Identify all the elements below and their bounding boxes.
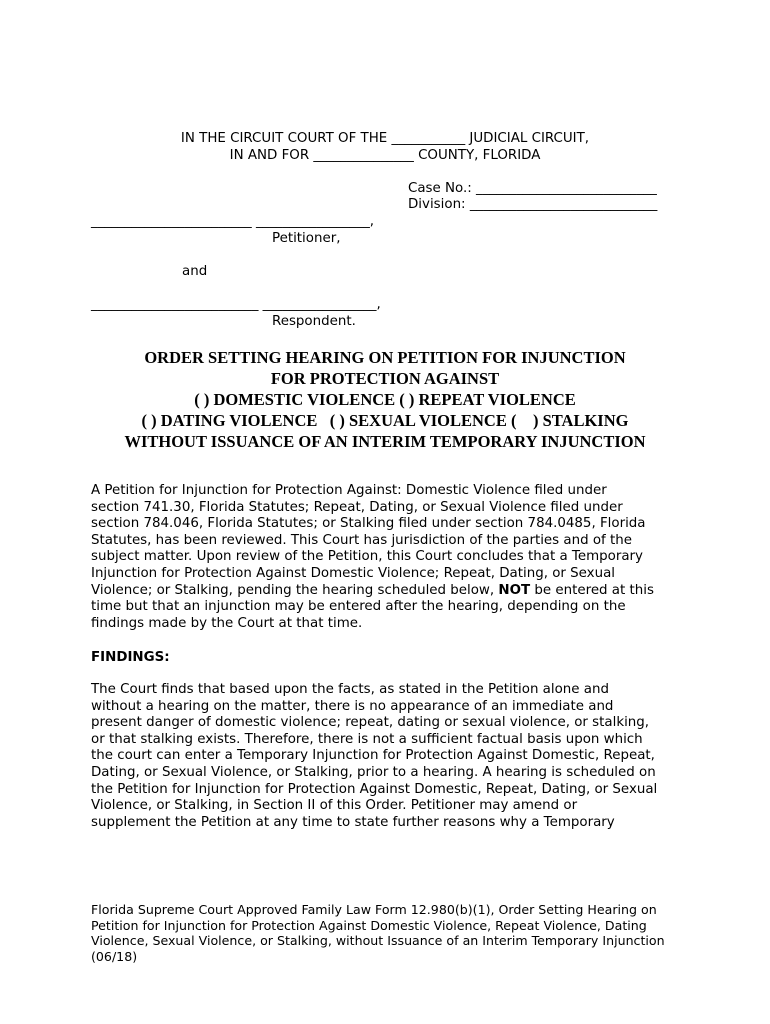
intro-line7-pre: Violence; or Stalking, pending the hearing scheduled below,	[91, 582, 499, 598]
order-title-line3: ( ) DOMESTIC VIOLENCE ( ) REPEAT VIOLENCE	[194, 390, 576, 409]
order-title-line5: WITHOUT ISSUANCE OF AN INTERIM TEMPORARY INJUNCTION	[124, 432, 646, 451]
intro-line: findings made by the Court at that time.	[91, 615, 363, 631]
findings-line: supplement the Petition at any time to state further reasons why a Temporary	[91, 814, 615, 830]
form-footer	[91, 902, 691, 964]
intro-line: time but that an injunction may be entered after the hearing, depending on the	[91, 599, 626, 615]
not-emphasis: NOT	[498, 582, 531, 598]
court-header-line1: IN THE CIRCUIT COURT OF THE ___________ JUDICIAL CIRCUIT,	[180, 131, 590, 146]
findings-line: The Court finds that based upon the facts, as stated in the Petition alone and	[91, 682, 609, 697]
case-number-field: Case No.: ___________________________	[408, 181, 657, 196]
intro-line7-post: be entered at this	[530, 582, 654, 598]
findings-line: the Petition for Injunction for Protection Against Domestic, Repeat, Dating, or Sexual	[91, 781, 658, 797]
order-title-line4: ( ) DATING VIOLENCE ( ) SEXUAL VIOLENCE ( ) STALKING	[141, 411, 629, 430]
respondent-name-line: _________________________ _________________,	[91, 297, 381, 312]
intro-line: subject matter. Upon review of the Petition, this Court concludes that a Temporary	[91, 549, 643, 565]
respondent-label: Respondent.	[272, 314, 356, 329]
findings-line: present danger of domestic violence; repeat, dating or sexual violence, or stalking,	[91, 715, 650, 731]
intro-paragraph	[91, 483, 691, 632]
findings-line: or that stalking exists. Therefore, there is not a sufficient factual basis upon which	[91, 731, 643, 747]
and-label: and	[182, 264, 208, 279]
intro-line	[91, 583, 691, 600]
order-title-line1: ORDER SETTING HEARING ON PETITION FOR INJUNCTION	[144, 348, 626, 367]
petitioner-name-line: ________________________ _________________,	[91, 214, 375, 229]
intro-line: Statutes, has been reviewed. This Court has jurisdiction of the parties and of the	[91, 532, 632, 548]
footer-line: Florida Supreme Court Approved Family Law Form 12.980(b)(1), Order Setting Hearing on	[91, 902, 657, 917]
order-title	[60, 347, 710, 452]
findings-heading: FINDINGS:	[91, 650, 170, 665]
findings-line: Violence, or Stalking, in Section II of this Order. Petitioner may amend or	[91, 798, 578, 814]
footer-line: Violence, Sexual Violence, or Stalking, without Issuance of an Interim Temporary Injunction	[91, 933, 665, 949]
court-header-line2: IN AND FOR _______________ COUNTY, FLORIDA	[229, 148, 541, 163]
petitioner-label: Petitioner,	[272, 231, 341, 246]
findings-paragraph	[91, 682, 691, 831]
intro-line: Injunction for Protection Against Domestic Violence; Repeat, Dating, or Sexual	[91, 565, 615, 581]
order-title-line2: FOR PROTECTION AGAINST	[270, 369, 500, 388]
intro-line: A Petition for Injunction for Protection Against: Domestic Violence filed under	[91, 483, 607, 498]
division-field: Division: ____________________________	[408, 197, 658, 212]
findings-line: without a hearing on the matter, there is no appearance of an immediate and	[91, 698, 614, 714]
findings-line: Dating, or Sexual Violence, or Stalking, prior to a hearing. A hearing is scheduled on	[91, 764, 656, 780]
intro-line: section 784.046, Florida Statutes; or Stalking filed under section 784.0485, Florida	[91, 516, 646, 532]
intro-line: section 741.30, Florida Statutes; Repeat, Dating, or Sexual Violence filed under	[91, 499, 623, 515]
footer-line: (06/18)	[91, 948, 138, 964]
findings-line: the court can enter a Temporary Injunction for Protection Against Domestic, Repeat,	[91, 748, 655, 764]
footer-line: Petition for Injunction for Protection Against Domestic Violence, Repeat Violence, Dating	[91, 917, 647, 933]
